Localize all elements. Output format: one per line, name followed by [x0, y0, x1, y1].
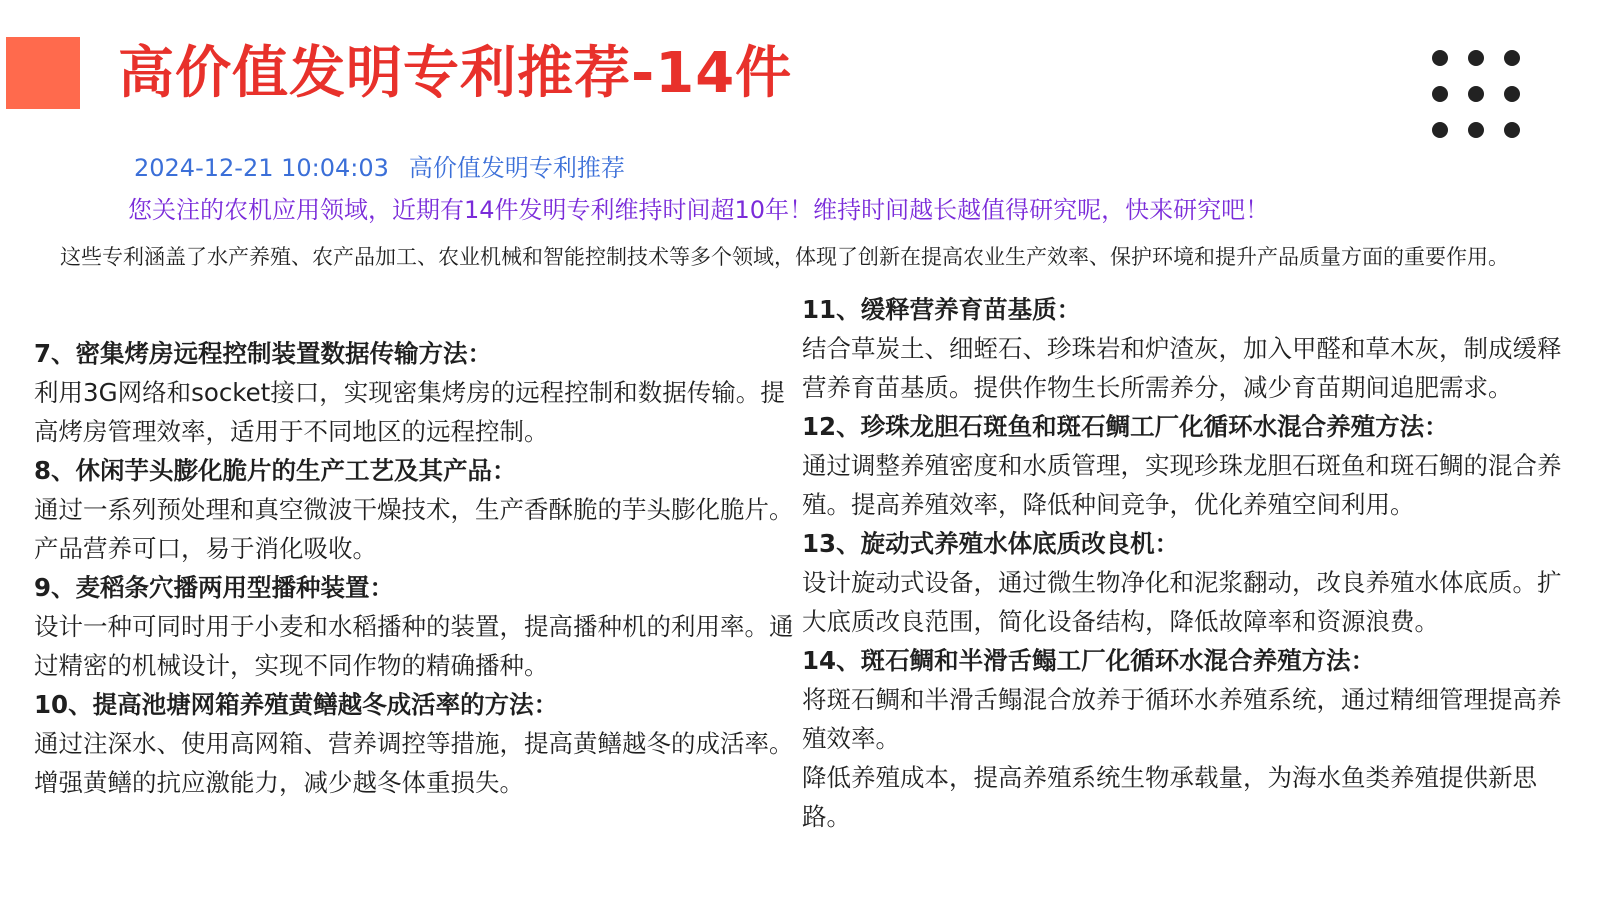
patent-desc-extra: 降低养殖成本，提高养殖系统生物承载量，为海水鱼类养殖提供新思路。	[802, 763, 1537, 831]
dots-grid-icon[interactable]	[1432, 50, 1528, 138]
dot	[1468, 50, 1484, 66]
accent-block	[6, 37, 80, 109]
patent-item-13	[802, 524, 1562, 641]
patent-desc: 设计旋动式设备，通过微生物净化和泥浆翻动，改良养殖水体底质。扩大底质改良范围，简化设备结构，降低故障率和资源浪费。	[802, 568, 1562, 636]
left-column	[34, 334, 796, 802]
dot	[1468, 86, 1484, 102]
patent-item-10	[34, 685, 796, 802]
dot	[1432, 122, 1448, 138]
patent-title: 11、缓释营养育苗基质：	[802, 295, 1082, 324]
patent-desc: 通过调整养殖密度和水质管理，实现珍珠龙胆石斑鱼和斑石鲷的混合养殖。提高养殖效率，降低种间竞争，优化养殖空间利用。	[802, 451, 1562, 519]
dot	[1504, 122, 1520, 138]
patent-desc: 通过注深水、使用高网箱、营养调控等措施，提高黄鳝越冬的成活率。增强黄鳝的抗应激能力，减少越冬体重损失。	[34, 729, 794, 797]
patent-item-8	[34, 451, 796, 568]
dot	[1504, 86, 1520, 102]
summary-text: 这些专利涵盖了水产养殖、农产品加工、农业机械和智能控制技术等多个领域，体现了创新在提高农业生产效率、保护环境和提升产品质量方面的重要作用。	[60, 245, 1509, 269]
patent-item-11	[802, 290, 1562, 407]
patent-title: 8、休闲芋头膨化脆片的生产工艺及其产品：	[34, 456, 517, 485]
patent-title: 7、密集烤房远程控制装置数据传输方法：	[34, 339, 493, 368]
patent-desc: 设计一种可同时用于小麦和水稻播种的装置，提高播种机的利用率。通过精密的机械设计，实现不同作物的精确播种。	[34, 612, 794, 680]
patent-title: 12、珍珠龙胆石斑鱼和斑石鲷工厂化循环水混合养殖方法：	[802, 412, 1449, 441]
dot	[1432, 86, 1448, 102]
patent-title: 13、旋动式养殖水体底质改良机：	[802, 529, 1180, 558]
patent-desc: 通过一系列预处理和真空微波干燥技术，生产香酥脆的芋头膨化脆片。产品营养可口，易于消化吸收。	[34, 495, 794, 563]
meta-line	[134, 152, 625, 184]
patent-title: 9、麦稻条穴播两用型播种装置：	[34, 573, 395, 602]
category-tag[interactable]: 高价值发明专利推荐	[408, 154, 625, 182]
timestamp: 2024-12-21 10:04:03	[134, 154, 389, 182]
dot	[1432, 50, 1448, 66]
patent-desc: 利用3G网络和socket接口，实现密集烤房的远程控制和数据传输。提高烤房管理效率，适用于不同地区的远程控制。	[34, 378, 785, 446]
patent-title: 14、斑石鲷和半滑舌鳎工厂化循环水混合养殖方法：	[802, 646, 1376, 675]
patent-item-9	[34, 568, 796, 685]
notice-text: 您关注的农机应用领域，近期有14件发明专利维持时间超10年！维持时间越长越值得研究呢，快来研究吧！	[128, 196, 1270, 224]
patent-item-7	[34, 334, 796, 451]
dot	[1504, 50, 1520, 66]
patent-item-14	[802, 641, 1562, 836]
patent-item-12	[802, 407, 1562, 524]
right-column	[802, 290, 1562, 836]
dot	[1468, 122, 1484, 138]
patent-title: 10、提高池塘网箱养殖黄鳝越冬成活率的方法：	[34, 690, 559, 719]
patent-desc: 将斑石鲷和半滑舌鳎混合放养于循环水养殖系统，通过精细管理提高养殖效率。	[802, 685, 1562, 753]
page-title: 高价值发明专利推荐-14件	[118, 41, 793, 106]
patent-desc: 结合草炭土、细蛭石、珍珠岩和炉渣灰，加入甲醛和草木灰，制成缓释营养育苗基质。提供作物生长所需养分，减少育苗期间追肥需求。	[802, 334, 1562, 402]
